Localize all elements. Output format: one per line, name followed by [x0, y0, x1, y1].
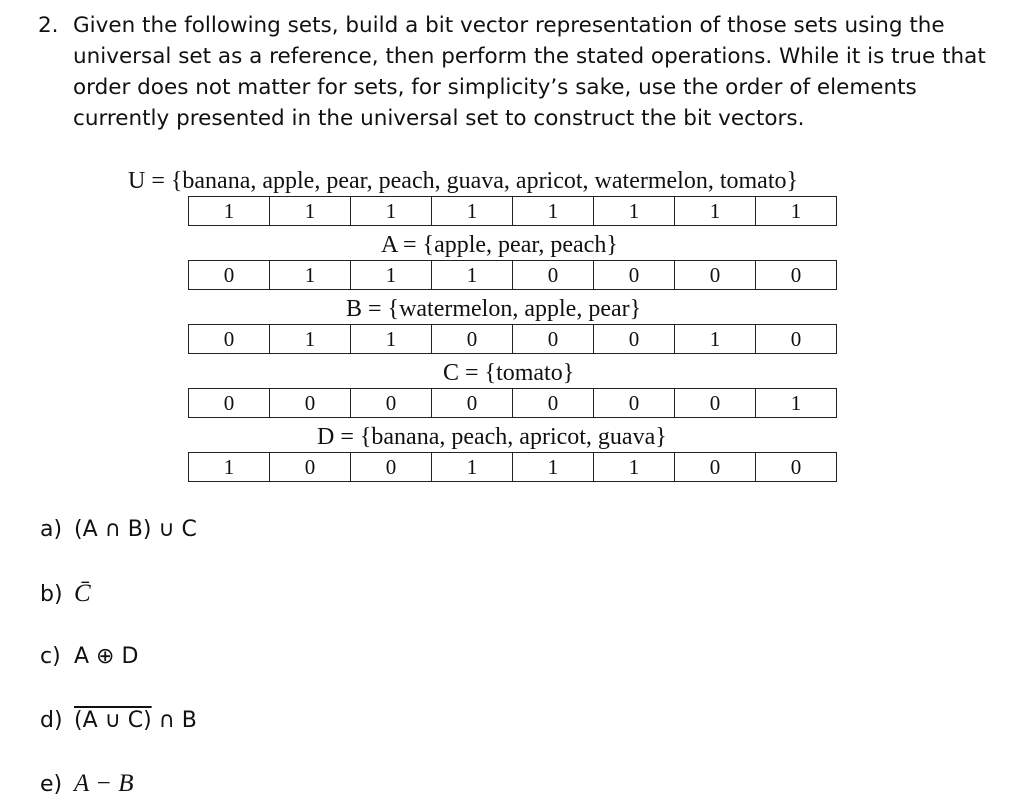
bit-cell: 1 [594, 453, 675, 482]
operation-label: c) [40, 644, 61, 669]
bit-cell: 1 [675, 325, 756, 354]
operation-expression: (A ∩ B) ∪ C [74, 517, 197, 542]
bit-cell: 1 [432, 453, 513, 482]
bit-cell: 1 [594, 197, 675, 226]
operation-expression: A − B [74, 770, 134, 797]
operation-c [40, 644, 138, 669]
bit-cell: 0 [513, 389, 594, 418]
bit-cell: 0 [594, 325, 675, 354]
bit-cell: 1 [756, 197, 837, 226]
bit-vector-d [188, 452, 837, 482]
bit-cell: 0 [675, 389, 756, 418]
operation-label: a) [40, 517, 63, 542]
operation-expression: C̄ [74, 580, 91, 607]
bit-cell: 0 [351, 453, 432, 482]
set-definition-u: U = {banana, apple, pear, peach, guava, apricot, watermelon, tomato} [128, 168, 799, 194]
question-line: universal set as a reference, then perform the stated operations. While it is true that [73, 44, 986, 69]
bit-cell: 0 [189, 325, 270, 354]
set-definition-d: D = {banana, peach, apricot, guava} [317, 424, 667, 450]
bit-cell: 1 [351, 197, 432, 226]
operation-expression: A ⊕ D [74, 644, 139, 669]
bit-vector-b [188, 324, 837, 354]
question-line: currently presented in the universal set to construct the bit vectors. [73, 106, 805, 131]
bit-cell: 0 [756, 261, 837, 290]
bit-cell: 0 [351, 389, 432, 418]
bit-cell: 1 [513, 453, 594, 482]
operation-b [40, 580, 91, 608]
operation-a [40, 517, 197, 542]
bit-cell: 0 [756, 325, 837, 354]
operation-label: e) [40, 772, 63, 797]
bit-cell: 0 [594, 389, 675, 418]
bit-cell: 0 [675, 261, 756, 290]
bit-cell: 1 [432, 261, 513, 290]
bit-cell: 1 [675, 197, 756, 226]
bit-cell: 0 [270, 389, 351, 418]
bit-vector-c [188, 388, 837, 418]
set-definition-a: A = {apple, pear, peach} [381, 232, 618, 258]
bit-cell: 1 [351, 325, 432, 354]
bit-cell: 0 [189, 389, 270, 418]
question-line: order does not matter for sets, for simplicity’s sake, use the order of elements [73, 75, 917, 100]
bit-cell: 0 [513, 261, 594, 290]
bit-cell: 0 [432, 325, 513, 354]
operation-label: b) [40, 582, 63, 607]
operation-d [40, 708, 197, 733]
question-number: 2. [38, 13, 59, 38]
bit-cell: 0 [675, 453, 756, 482]
operation-label: d) [40, 708, 63, 733]
bit-cell: 0 [432, 389, 513, 418]
operation-e [40, 770, 133, 798]
bit-cell: 1 [756, 389, 837, 418]
bit-cell: 1 [189, 197, 270, 226]
bit-cell: 0 [189, 261, 270, 290]
question-prompt [38, 10, 1022, 134]
bit-cell: 0 [594, 261, 675, 290]
question-text [73, 10, 1018, 134]
bit-cell: 1 [513, 197, 594, 226]
bit-cell: 1 [432, 197, 513, 226]
bit-cell: 1 [351, 261, 432, 290]
bit-cell: 1 [270, 197, 351, 226]
bit-cell: 0 [513, 325, 594, 354]
set-definition-b: B = {watermelon, apple, pear} [346, 296, 642, 322]
bit-cell: 1 [270, 325, 351, 354]
operation-expression-rest: ∩ B [151, 708, 197, 733]
set-definition-c: C = {tomato} [443, 360, 575, 386]
bit-cell: 0 [270, 453, 351, 482]
bit-vector-u [188, 196, 837, 226]
bit-cell: 1 [270, 261, 351, 290]
bit-vector-a [188, 260, 837, 290]
bit-cell: 0 [756, 453, 837, 482]
operation-expression-overlined: (A ∪ C) [74, 708, 152, 733]
question-line: Given the following sets, build a bit vector representation of those sets using the [73, 13, 945, 38]
bit-cell: 1 [189, 453, 270, 482]
